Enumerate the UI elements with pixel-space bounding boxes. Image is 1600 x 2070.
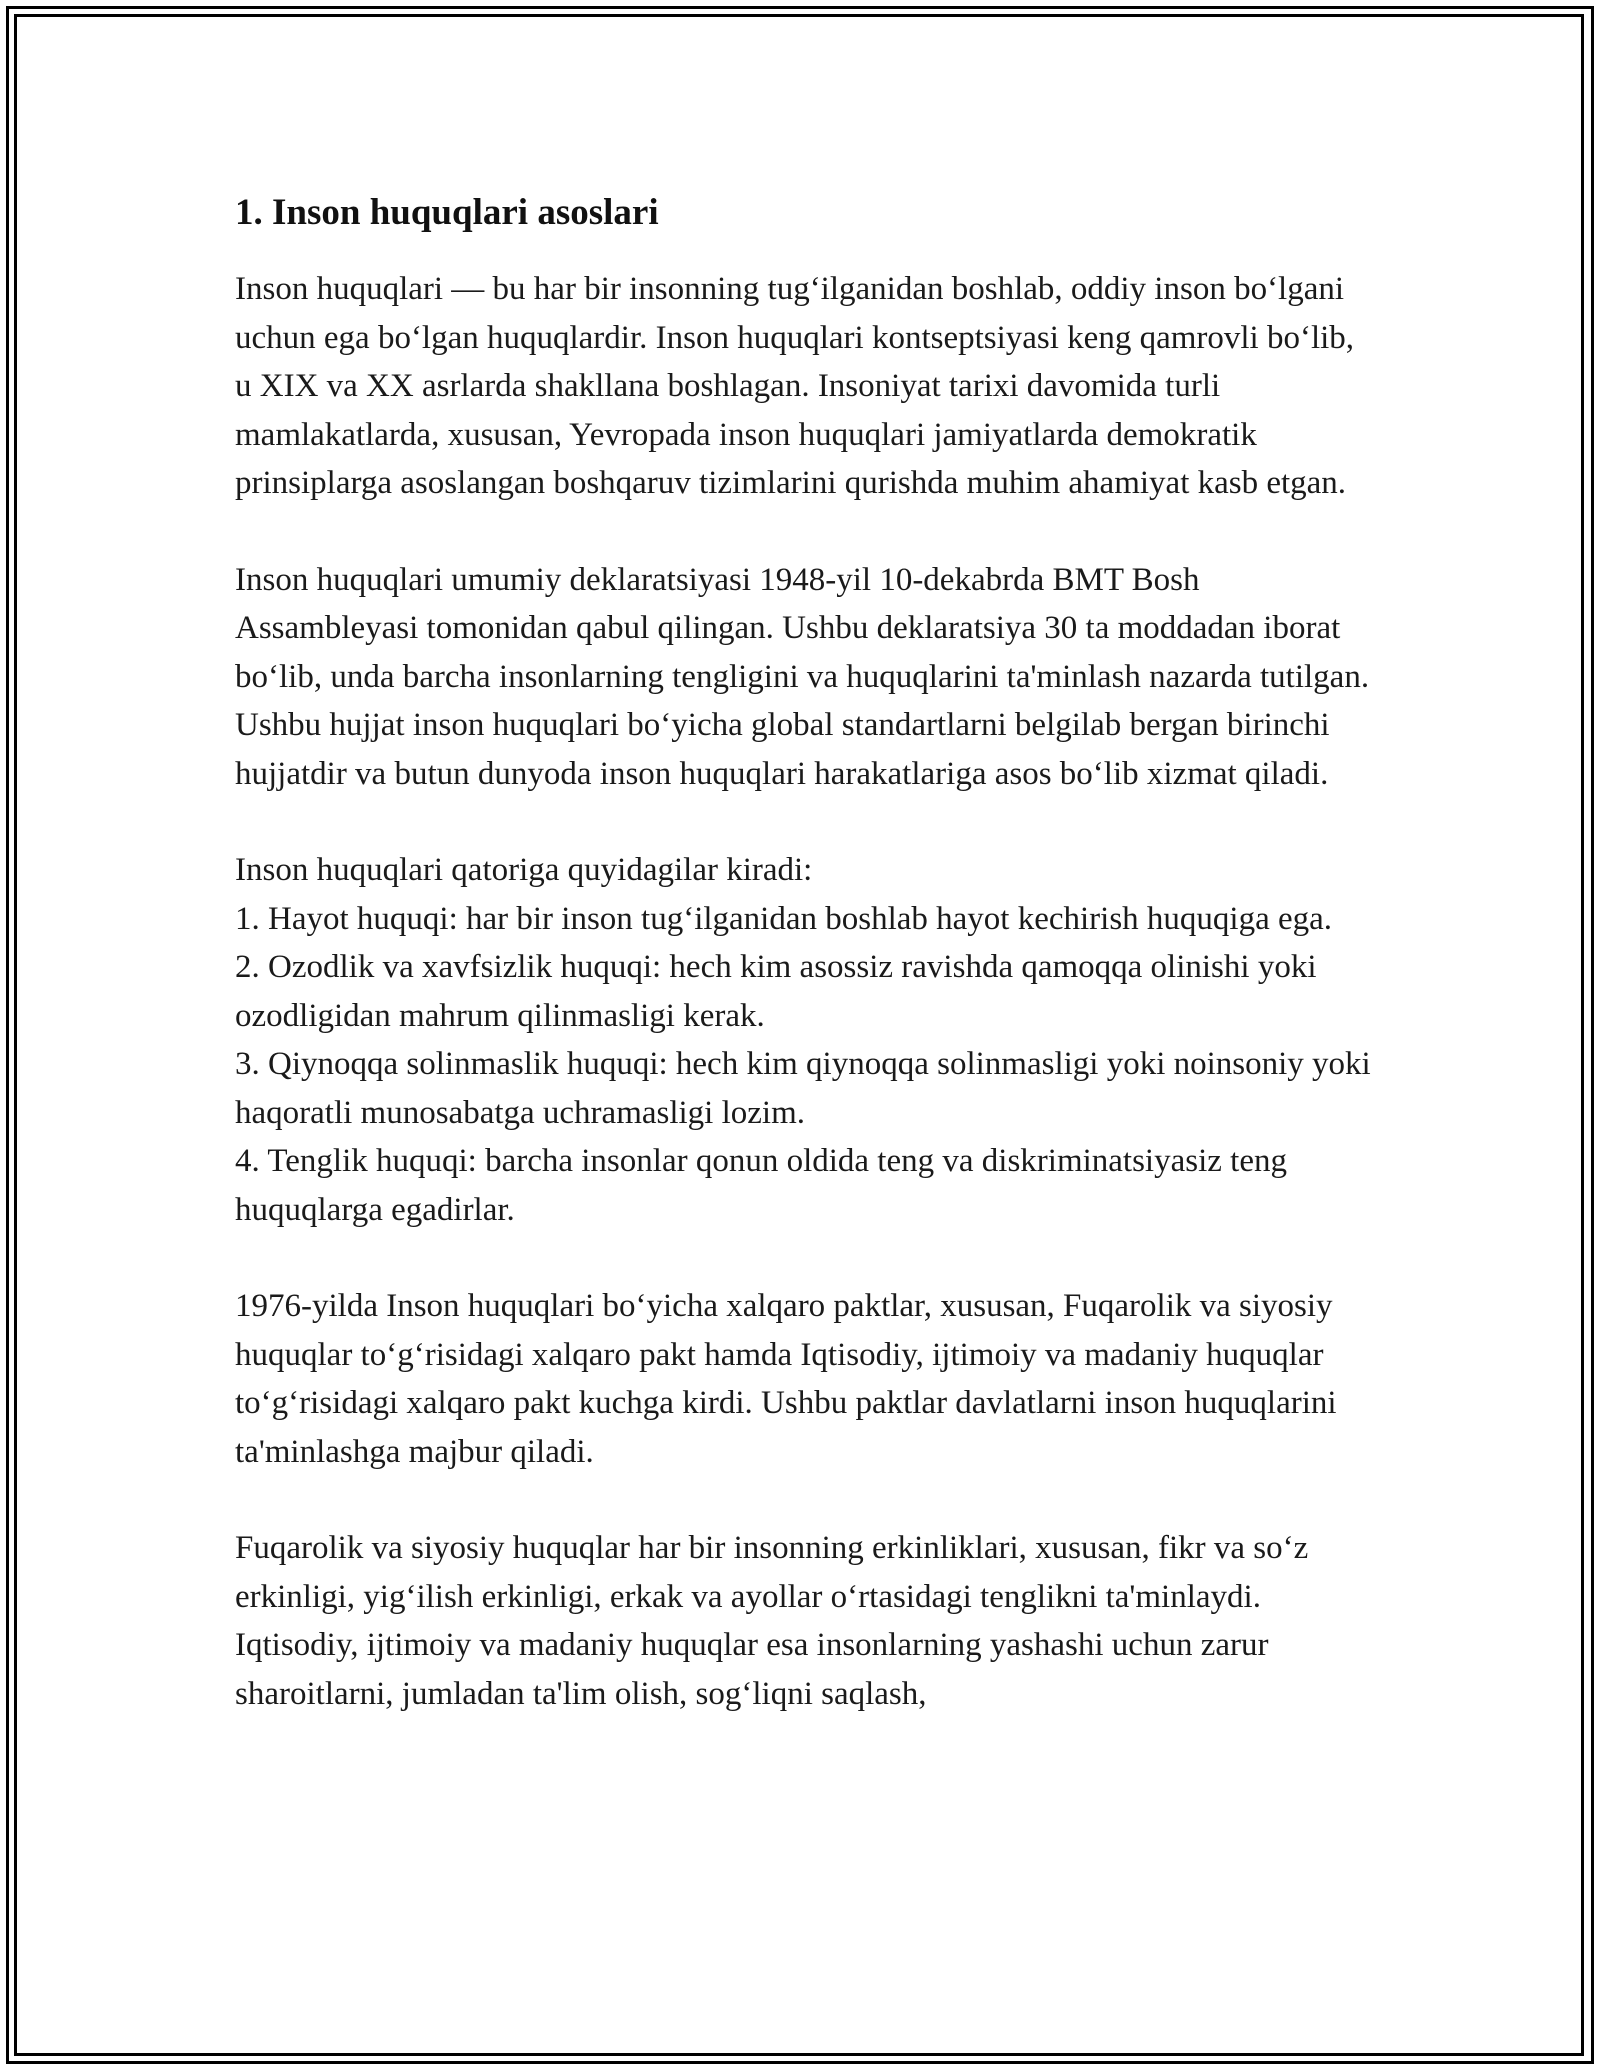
list-item: 1. Hayot huquqi: har bir inson tug‘ilganidan boshlab hayot kechirish huquqiga ega. — [235, 900, 1333, 937]
list-item: 4. Tenglik huquqi: barcha insonlar qonun oldida teng va diskriminatsiyasiz teng huquqlarga egadirlar. — [235, 1143, 1287, 1228]
paragraph-declaration: Inson huquqlari umumiy deklaratsiyasi 1948-yil 10-dekabrda BMT Bosh Assambleyasi tomonidan qabul qilingan. Ushbu deklaratsiya 30 ta moddadan iborat bo‘lib, unda barcha insonlarning tengligini va huquqlarini ta'minlash nazarda tutilgan. Ushbu hujjat inson huquqlari bo‘yicha global standartlarni belgilab bergan birinchi hujjatdir va butun dunyoda inson huquqlari harakatlariga asos bo‘lib xizmat qiladi. — [235, 561, 1370, 792]
paragraph-civil-rights: Fuqarolik va siyosiy huquqlar har bir insonning erkinliklari, xususan, fikr va so‘z erkinligi, yig‘ilish erkinligi, erkak va ayollar o‘rtasidagi tenglikni ta'minlaydi. Iqtisodiy, ijtimoiy va madaniy huquqlar esa insonlarning yashashi uchun zarur sharoitlarni, jumladan ta'lim olish, sog‘liqni saqlash, — [235, 1530, 1309, 1712]
list-item: 2. Ozodlik va xavfsizlik huquqi: hech kim asossiz ravishda qamoqqa olinishi yoki ozodligidan mahrum qilinmasligi kerak. — [235, 949, 1317, 1034]
list-intro: Inson huquqlari qatoriga quyidagilar kiradi: — [235, 852, 813, 888]
list-item: 3. Qiynoqqa solinmaslik huquqi: hech kim qiynoqqa solinmasligi yoki noinsoniy yoki haqoratli munosabatga uchramasligi lozim. — [235, 1046, 1371, 1131]
section-heading: 1. Inson huquqlari asoslari — [235, 192, 659, 233]
paragraph-covenants: 1976-yilda Inson huquqlari bo‘yicha xalqaro paktlar, xususan, Fuqarolik va siyosiy huquqlar to‘g‘risidagi xalqaro pakt hamda Iqtisodiy, ijtimoiy va madaniy huquqlar to‘g‘risidagi xalqaro pakt kuchga kirdi. Ushbu paktlar davlatlarni inson huquqlarini ta'minlashga majbur qiladi. — [235, 1288, 1337, 1470]
rights-list — [235, 895, 1375, 1235]
document-body — [235, 185, 1375, 1766]
paragraph-intro: Inson huquqlari — bu har bir insonning tug‘ilganidan boshlab, oddiy inson bo‘lgani uchun ega bo‘lgan huquqlardir. Inson huquqlari kontseptsiyasi keng qamrovli bo‘lib, u XIX va XX asrlarda shakllana boshlagan. Insoniyat tarixi davomida turli mamlakatlarda, xususan, Yevropada inson huquqlari jamiyatlarda demokratik prinsiplarga asoslangan boshqaruv tizimlarini qurishda muhim ahamiyat kasb etgan. — [235, 271, 1355, 501]
